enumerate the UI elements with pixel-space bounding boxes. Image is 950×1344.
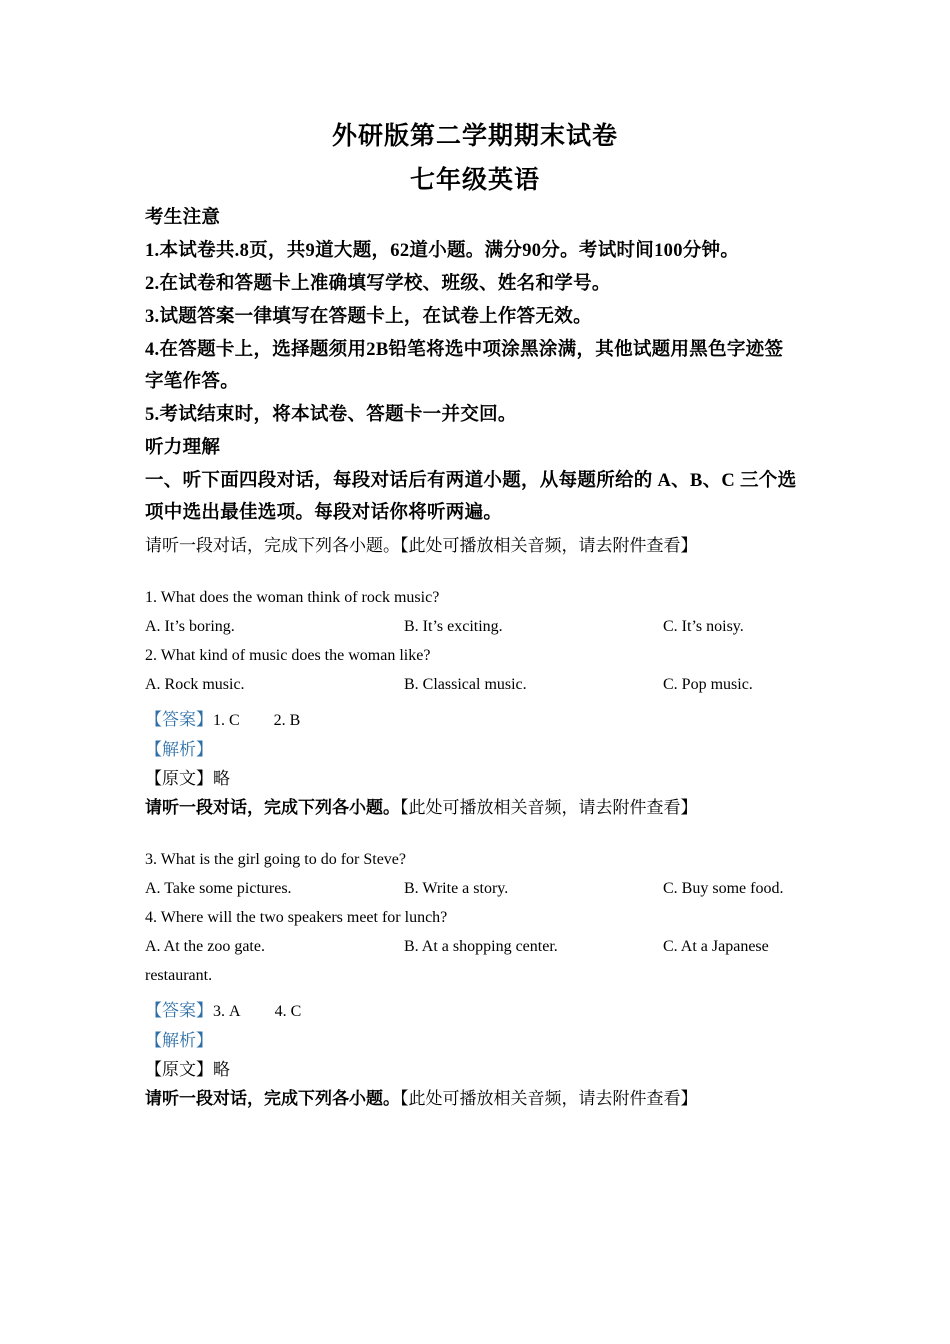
page-title: 外研版第二学期期末试卷: [331, 123, 618, 150]
dialog1-analysis-label: 【解析】: [145, 740, 213, 759]
notice-item-4-line2: 字笔作答。: [145, 372, 240, 392]
notice-item-2: 2.在试卷和答题卡上准确填写学校、班级、姓名和学号。: [145, 274, 611, 294]
question-1-option-a: A. It’s boring.: [145, 618, 235, 635]
answer-2: 2. B: [273, 712, 301, 729]
notice-item-4-line1: 4.在答题卡上，选择题须用2B铅笔将选中项涂黑涂满，其他试题用黑色字迹签: [145, 340, 784, 360]
question-3-option-b: B. Write a story.: [404, 880, 509, 897]
dialog3-intro-bold: 请听一段对话，完成下列各小题。: [145, 1089, 400, 1108]
dialog2-analysis-label: 【解析】: [145, 1031, 213, 1050]
dialog3-intro-rest: 【此处可播放相关音频，请去附件查看】: [400, 1089, 698, 1108]
question-2-option-a: A. Rock music.: [145, 676, 245, 693]
question-1: 1. What does the woman think of rock music?: [145, 589, 440, 606]
section1-instruction-line1: 一、听下面四段对话，每段对话后有两道小题，从每题所给的 A、B、C 三个选: [145, 471, 797, 491]
question-4-option-c-continued: restaurant.: [145, 967, 213, 984]
notice-item-5: 5.考试结束时，将本试卷、答题卡一并交回。: [145, 405, 517, 425]
answer-1: 1. C: [213, 712, 240, 729]
notice-item-3: 3.试题答案一律填写在答题卡上，在试卷上作答无效。: [145, 307, 592, 327]
question-4-option-c: C. At a Japanese: [663, 938, 769, 955]
original-text: 略: [213, 1060, 230, 1079]
dialog2-intro: [145, 793, 698, 818]
question-1-option-c: C. It’s noisy.: [663, 618, 744, 635]
listening-heading: 听力理解: [145, 438, 221, 458]
dialog3-intro: [145, 1084, 698, 1109]
question-4: 4. Where will the two speakers meet for lunch?: [145, 909, 448, 926]
question-4-option-a: A. At the zoo gate.: [145, 938, 265, 955]
answer-3: 3. A: [213, 1003, 241, 1020]
answer-label: 【答案】: [145, 1001, 213, 1020]
question-2-option-c: C. Pop music.: [663, 676, 753, 693]
dialog1-intro: 请听一段对话，完成下列各小题。【此处可播放相关音频，请去附件查看】: [145, 536, 698, 555]
question-3-option-c: C. Buy some food.: [663, 880, 784, 897]
answer-label: 【答案】: [145, 710, 213, 729]
dialog2-intro-rest: 【此处可播放相关音频，请去附件查看】: [400, 798, 698, 817]
page-subtitle: 七年级英语: [409, 167, 540, 194]
question-4-option-b: B. At a shopping center.: [404, 938, 558, 955]
dialog1-answer: [145, 705, 300, 730]
notice-item-1: 1.本试卷共.8页，共9道大题，62道小题。满分90分。考试时间100分钟。: [145, 241, 740, 261]
question-2: 2. What kind of music does the woman like?: [145, 647, 431, 664]
dialog1-original: [145, 764, 230, 789]
question-3: 3. What is the girl going to do for Steve?: [145, 851, 406, 868]
answer-4: 4. C: [274, 1003, 302, 1020]
dialog2-original: [145, 1055, 230, 1080]
dialog2-intro-bold: 请听一段对话，完成下列各小题。: [145, 798, 400, 817]
original-label: 【原文】: [145, 1060, 213, 1079]
dialog2-answer: [145, 996, 301, 1021]
notice-heading: 考生注意: [145, 208, 221, 228]
original-label: 【原文】: [145, 769, 213, 788]
question-2-option-b: B. Classical music.: [404, 676, 527, 693]
original-text: 略: [213, 769, 230, 788]
question-3-option-a: A. Take some pictures.: [145, 880, 292, 897]
section1-instruction-line2: 项中选出最佳选项。每段对话你将听两遍。: [145, 503, 503, 523]
question-1-option-b: B. It’s exciting.: [404, 618, 503, 635]
